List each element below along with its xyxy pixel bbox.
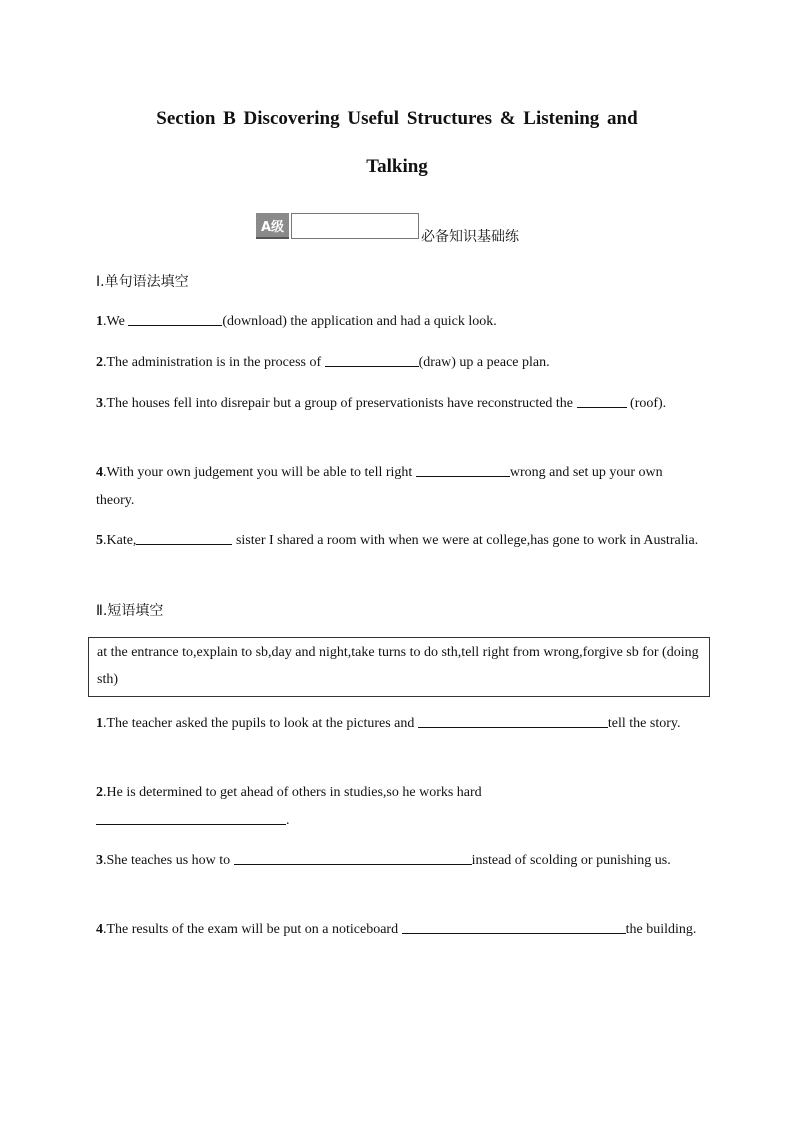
question-number: 2 (96, 785, 103, 800)
phrase-question-4: 4.The results of the exam will be put on a noticeboard the building. (96, 916, 700, 944)
question-number: 1 (96, 716, 103, 731)
question-number: 4 (96, 922, 103, 937)
phrase-question-1: 1.The teacher asked the pupils to look at the pictures and tell the story. (96, 710, 700, 738)
level-badge-label: A级 (256, 213, 289, 239)
grammar-question-4: 4.With your own judgement you will be able to tell right wrong and set up your own theory. (96, 459, 700, 515)
phrase-question-3: 3.She teaches us how to instead of scolding or punishing us. (96, 847, 700, 875)
answer-blank[interactable] (234, 850, 472, 865)
answer-blank[interactable] (325, 352, 419, 367)
page-title-line2: Talking (366, 156, 428, 177)
answer-blank[interactable] (128, 311, 222, 326)
level-badge (256, 213, 519, 245)
answer-blank[interactable] (418, 713, 608, 728)
question-number: 5 (96, 533, 103, 548)
level-badge-caption: 必备知识基础练 (421, 229, 519, 245)
grammar-question-5: 5.Kate, sister I shared a room with when we were at college,has gone to work in Australia. (96, 527, 700, 555)
answer-blank[interactable] (577, 393, 627, 408)
section-heading-grammar: Ⅰ.单句语法填空 (96, 274, 189, 290)
grammar-question-1: 1.We (download) the application and had a quick look. (96, 308, 700, 336)
question-number: 3 (96, 396, 103, 411)
answer-blank[interactable] (402, 919, 626, 934)
level-badge-box (291, 213, 419, 239)
page-title-line1: Section B Discovering Useful Structures & Listening and (156, 108, 638, 129)
phrase-bank: at the entrance to,explain to sb,day and night,take turns to do sth,tell right from wrong,forgive sb for (doing sth) (88, 637, 710, 697)
question-number: 4 (96, 465, 103, 480)
answer-blank[interactable] (136, 530, 232, 545)
answer-blank[interactable] (96, 810, 286, 825)
question-number: 2 (96, 355, 103, 370)
section-heading-phrases: Ⅱ.短语填空 (96, 603, 164, 619)
question-number: 1 (96, 314, 103, 329)
question-number: 3 (96, 853, 103, 868)
phrase-question-2: 2.He is determined to get ahead of others in studies,so he works hard . (96, 785, 482, 828)
grammar-question-3: 3.The houses fell into disrepair but a group of preservationists have reconstructed the (roof). (96, 390, 700, 418)
answer-blank[interactable] (416, 462, 510, 477)
grammar-question-2: 2.The administration is in the process of (draw) up a peace plan. (96, 349, 700, 377)
